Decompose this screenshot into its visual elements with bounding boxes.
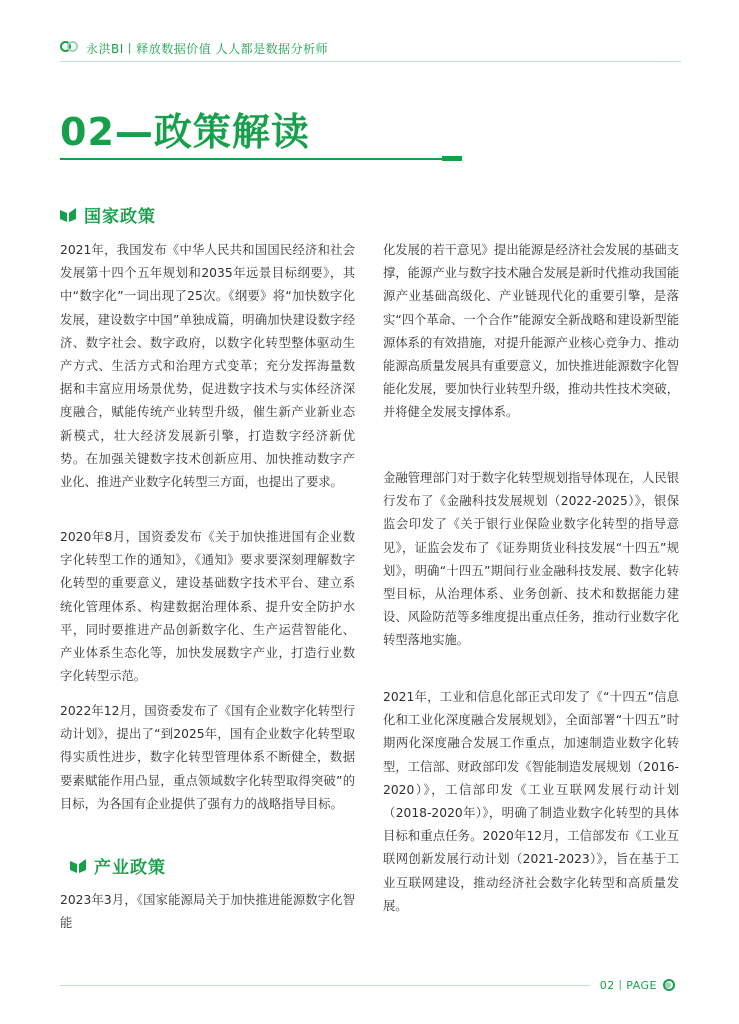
page-title: 02—政策解读 <box>60 110 310 154</box>
paragraph: 化发展的若干意见》提出能源是经济社会发展的基础支撑，能源产业与数字技术融合发展是新时代推动我国能源产业基础高级化、产业链现代化的重要引擎，是落实“四个革命、一个合作”能源安全新战略和建设新型能源体系的有效措施，对提升能源产业核心竞争力、推动能源高质量发展具有重要意义，加快推进能源数字化智能化发展，要加快行业转型升级，推动共性技术突破，并将健全发展支撑体系。 <box>383 243 679 420</box>
title-underline-accent <box>442 156 462 161</box>
paragraph: 2022年12月，国资委发布了《国有企业数字化转型行动计划》，提出了“到2025年，国有企业数字化转型取得实质性进步，数字化转型管理体系不断健全，数据要素赋能作用凸显，重点领域数字化转型取得突破”的目标，为各国有企业提供了强有力的战略指导目标。 <box>60 704 355 811</box>
section-heading-national <box>60 202 156 227</box>
section-heading-industry <box>70 853 166 878</box>
section-title: 产业政策 <box>94 858 166 878</box>
paragraph: 金融管理部门对于数字化转型规划指导体现在，人民银行发布了《金融科技发展规划（2022-2025）》，银保监会印发了《关于银行业保险业数字化转型的指导意见》，证监会发布了《证券期货业科技发展“十四五”规划》，明确“十四五”期间行业金融科技发展、数字化转型目标，从治理体系、业务创新、技术和数据能力建设、风险防范等多维度提出重点任务，推动行业数字化转型落地实施。 <box>383 471 679 648</box>
page-ring-icon <box>663 979 681 991</box>
page-number: 02丨PAGE <box>599 979 657 992</box>
header-text: 永洪BI丨释放数据价值 人人都是数据分析师 <box>86 41 329 56</box>
header-divider <box>60 61 681 62</box>
footer-page <box>600 977 681 993</box>
header-brand <box>60 38 328 58</box>
footer-divider <box>60 985 590 986</box>
paragraph: 2023年3月，《国家能源局关于加快推进能源数字化智能 <box>60 893 355 931</box>
logo-icon <box>60 41 80 55</box>
section-title: 国家政策 <box>84 207 156 227</box>
paragraph: 2021年，工业和信息化部正式印发了《“十四五”信息化和工业化深度融合发展规划》，全面部署“十四五”时期两化深度融合发展工作重点，加速制造业数字化转型，工信部、财政部印发《智能制造发展规划（2016-2020）》，工信部印发《工业互联网发展行动计划（2018-2020年）》，明确了制造业数字化转型的具体目标和重点任务。2020年12月，工信部发布《工业互联网创新发展行动计划（2021-2023）》，旨在基于工业互联网建设，推动经济社会数字化转型和高质量发展。 <box>383 690 679 913</box>
title-underline <box>60 158 442 160</box>
book-icon <box>70 859 86 873</box>
paragraph: 2021年，我国发布《中华人民共和国国民经济和社会发展第十四个五年规划和2035年远景目标纲要》，其中“数字化”一词出现了25次。《纲要》将“加快数字化发展，建设数字中国”单独成篇，明确加快建设数字经济、数字社会、数字政府，以数字化转型整体驱动生产方式、生活方式和治理方式变革；充分发挥海量数据和丰富应用场景优势，促进数字技术与实体经济深度融合，赋能传统产业转型升级，催生新产业新业态新模式，壮大经济发展新引擎，打造数字经济新优势。在加强关键数字技术创新应用、加快推动数字产业化、推进产业数字化转型三方面，也提出了要求。 <box>60 243 355 490</box>
book-icon <box>60 208 76 222</box>
paragraph: 2020年8月，国资委发布《关于加快推进国有企业数字化转型工作的通知》，《通知》要求要深刻理解数字化转型的重要意义，建设基础数字技术平台、建立系统化管理体系、构建数据治理体系、提升安全防护水平，同时要推进产品创新数字化、生产运营智能化、产业体系生态化等，加快发展数字产业，打造行业数字化转型示范。 <box>60 530 355 684</box>
